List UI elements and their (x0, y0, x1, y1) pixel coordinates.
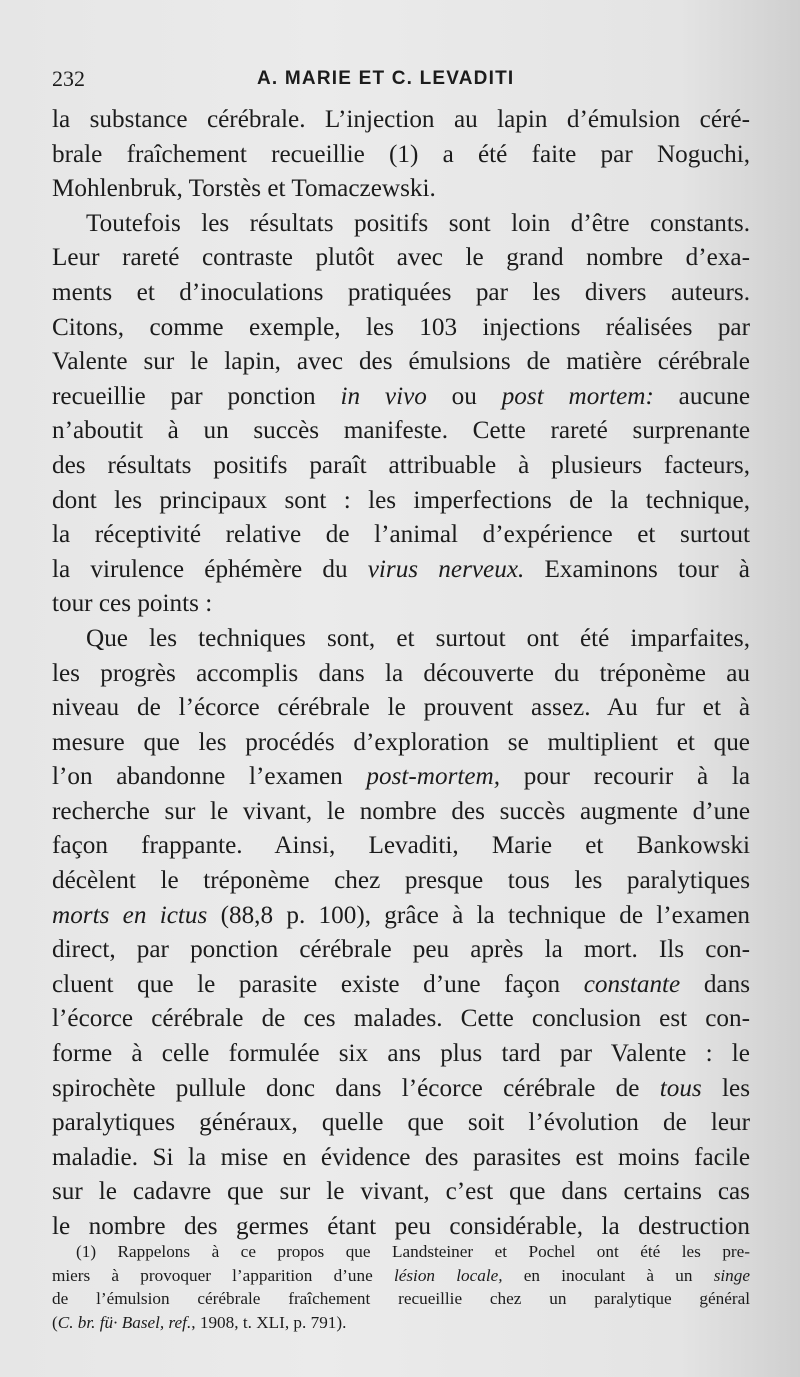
body-line: paralytiques généraux, quelle que soit l’évolution de leur (52, 1109, 750, 1137)
page-number: 232 (52, 66, 85, 91)
body-line: Valente sur le lapin, avec des émulsions de matière cérébrale (52, 348, 750, 376)
text-run: Examinons tour à (524, 555, 750, 583)
text-run: l’on abandonne l’examen (52, 763, 367, 791)
page-header (52, 66, 752, 96)
body-line: recherche sur le vivant, le nombre des succès augmente d’une (52, 797, 750, 825)
footnote (52, 1240, 750, 1334)
text-run: miers à provoquer l’apparition d’une (52, 1265, 394, 1285)
footnote-line: de l’émulsion cérébrale fraîchement recueillie chez un paralytique général (52, 1289, 750, 1309)
body-line: Que les techniques sont, et surtout ont été imparfaites, (86, 624, 750, 652)
text-run: ( (52, 1312, 58, 1332)
text-run: , 1908, t. XLI, p. 791). (191, 1312, 347, 1332)
running-head: A. MARIE ET C. LEVADITI (257, 68, 515, 89)
italic-text: singe (713, 1265, 750, 1285)
body-line: Citons, comme exemple, les 103 injections réalisées par (52, 313, 750, 341)
text-run: (88,8 p. 100), grâce à la technique de l’examen (207, 901, 750, 929)
body-line: tour ces points : (52, 590, 213, 618)
body-line: la substance cérébrale. L’injection au lapin d’émulsion céré- (52, 106, 750, 133)
text-run: cluent que le parasite existe d’une façon (52, 970, 584, 998)
text-run: recueillie par ponction (52, 382, 341, 410)
body-line: décèlent le tréponème chez presque tous les paralytiques (52, 867, 750, 895)
body-line: Toutefois les résultats positifs sont loin d’être constants. (86, 209, 750, 237)
body-line (52, 899, 750, 934)
italic-text: tous (659, 1074, 702, 1102)
text-run: ou (426, 382, 502, 410)
italic-text: lésion locale, (393, 1265, 503, 1285)
footnote-line (52, 1264, 750, 1288)
body-line: façon frappante. Ainsi, Levaditi, Marie et Bankowski (52, 832, 750, 860)
body-line: ments et d’inoculations pratiquées par les divers auteurs. (52, 278, 750, 306)
body-line (52, 968, 750, 1003)
footnote-line (52, 1311, 750, 1335)
body-line (52, 380, 750, 415)
body-line (52, 1072, 750, 1107)
italic-text: C. br. fü· Basel, ref. (57, 1312, 192, 1332)
body-line: l’écorce cérébrale de ces malades. Cette conclusion est con- (52, 1005, 750, 1033)
body-line: niveau de l’écorce cérébrale le prouvent assez. Au fur et à (52, 694, 750, 722)
italic-text: in vivo (340, 382, 427, 410)
text-run: les (701, 1074, 751, 1102)
footnote-line: (1) Rappelons à ce propos que Landsteiner et Pochel ont été les pre- (76, 1242, 750, 1261)
text-run: la virulence éphémère du (52, 555, 368, 583)
body-line: Mohlenbruk, Torstès et Tomaczewski. (52, 175, 436, 203)
body-text (52, 103, 750, 1245)
body-line (52, 553, 750, 588)
italic-text: morts en ictus (52, 901, 208, 929)
text-run: pour recourir à la (500, 763, 750, 791)
body-line: n’aboutit à un succès manifeste. Cette rareté surprenante (52, 417, 750, 445)
italic-text: post-mortem, (366, 763, 501, 791)
body-line: le nombre des germes étant peu considérable, la destruction (52, 1213, 750, 1240)
body-line: maladie. Si la mise en évidence des parasites est moins facile (52, 1143, 750, 1171)
text-run: spirochète pullule donc dans l’écorce cérébrale de (52, 1074, 660, 1102)
body-line: mesure que les procédés d’exploration se multiplient et que (52, 728, 750, 756)
body-line: des résultats positifs paraît attribuable à plusieurs facteurs, (52, 451, 750, 479)
body-line: forme à celle formulée six ans plus tard par Valente : le (52, 1040, 750, 1068)
italic-text: virus nerveux. (367, 555, 525, 583)
text-run: aucune (653, 382, 751, 410)
body-line: Leur rareté contraste plutôt avec le grand nombre d’exa- (52, 244, 750, 272)
body-line: les progrès accomplis dans la découverte du tréponème au (52, 659, 750, 687)
italic-text: constante (583, 970, 681, 998)
body-line: dont les principaux sont : les imperfections de la technique, (52, 486, 750, 514)
body-line: direct, par ponction cérébrale peu après la mort. Ils con- (52, 936, 750, 964)
text-run: dans (680, 970, 751, 998)
body-line: la réceptivité relative de l’animal d’expérience et surtout (52, 521, 750, 549)
body-line: sur le cadavre que sur le vivant, c’est que dans certains cas (52, 1178, 750, 1206)
body-line (52, 760, 750, 795)
text-run: en inoculant à un (502, 1265, 714, 1285)
italic-text: post mortem: (501, 382, 654, 410)
body-line: brale fraîchement recueillie (1) a été faite par Noguchi, (52, 140, 750, 168)
